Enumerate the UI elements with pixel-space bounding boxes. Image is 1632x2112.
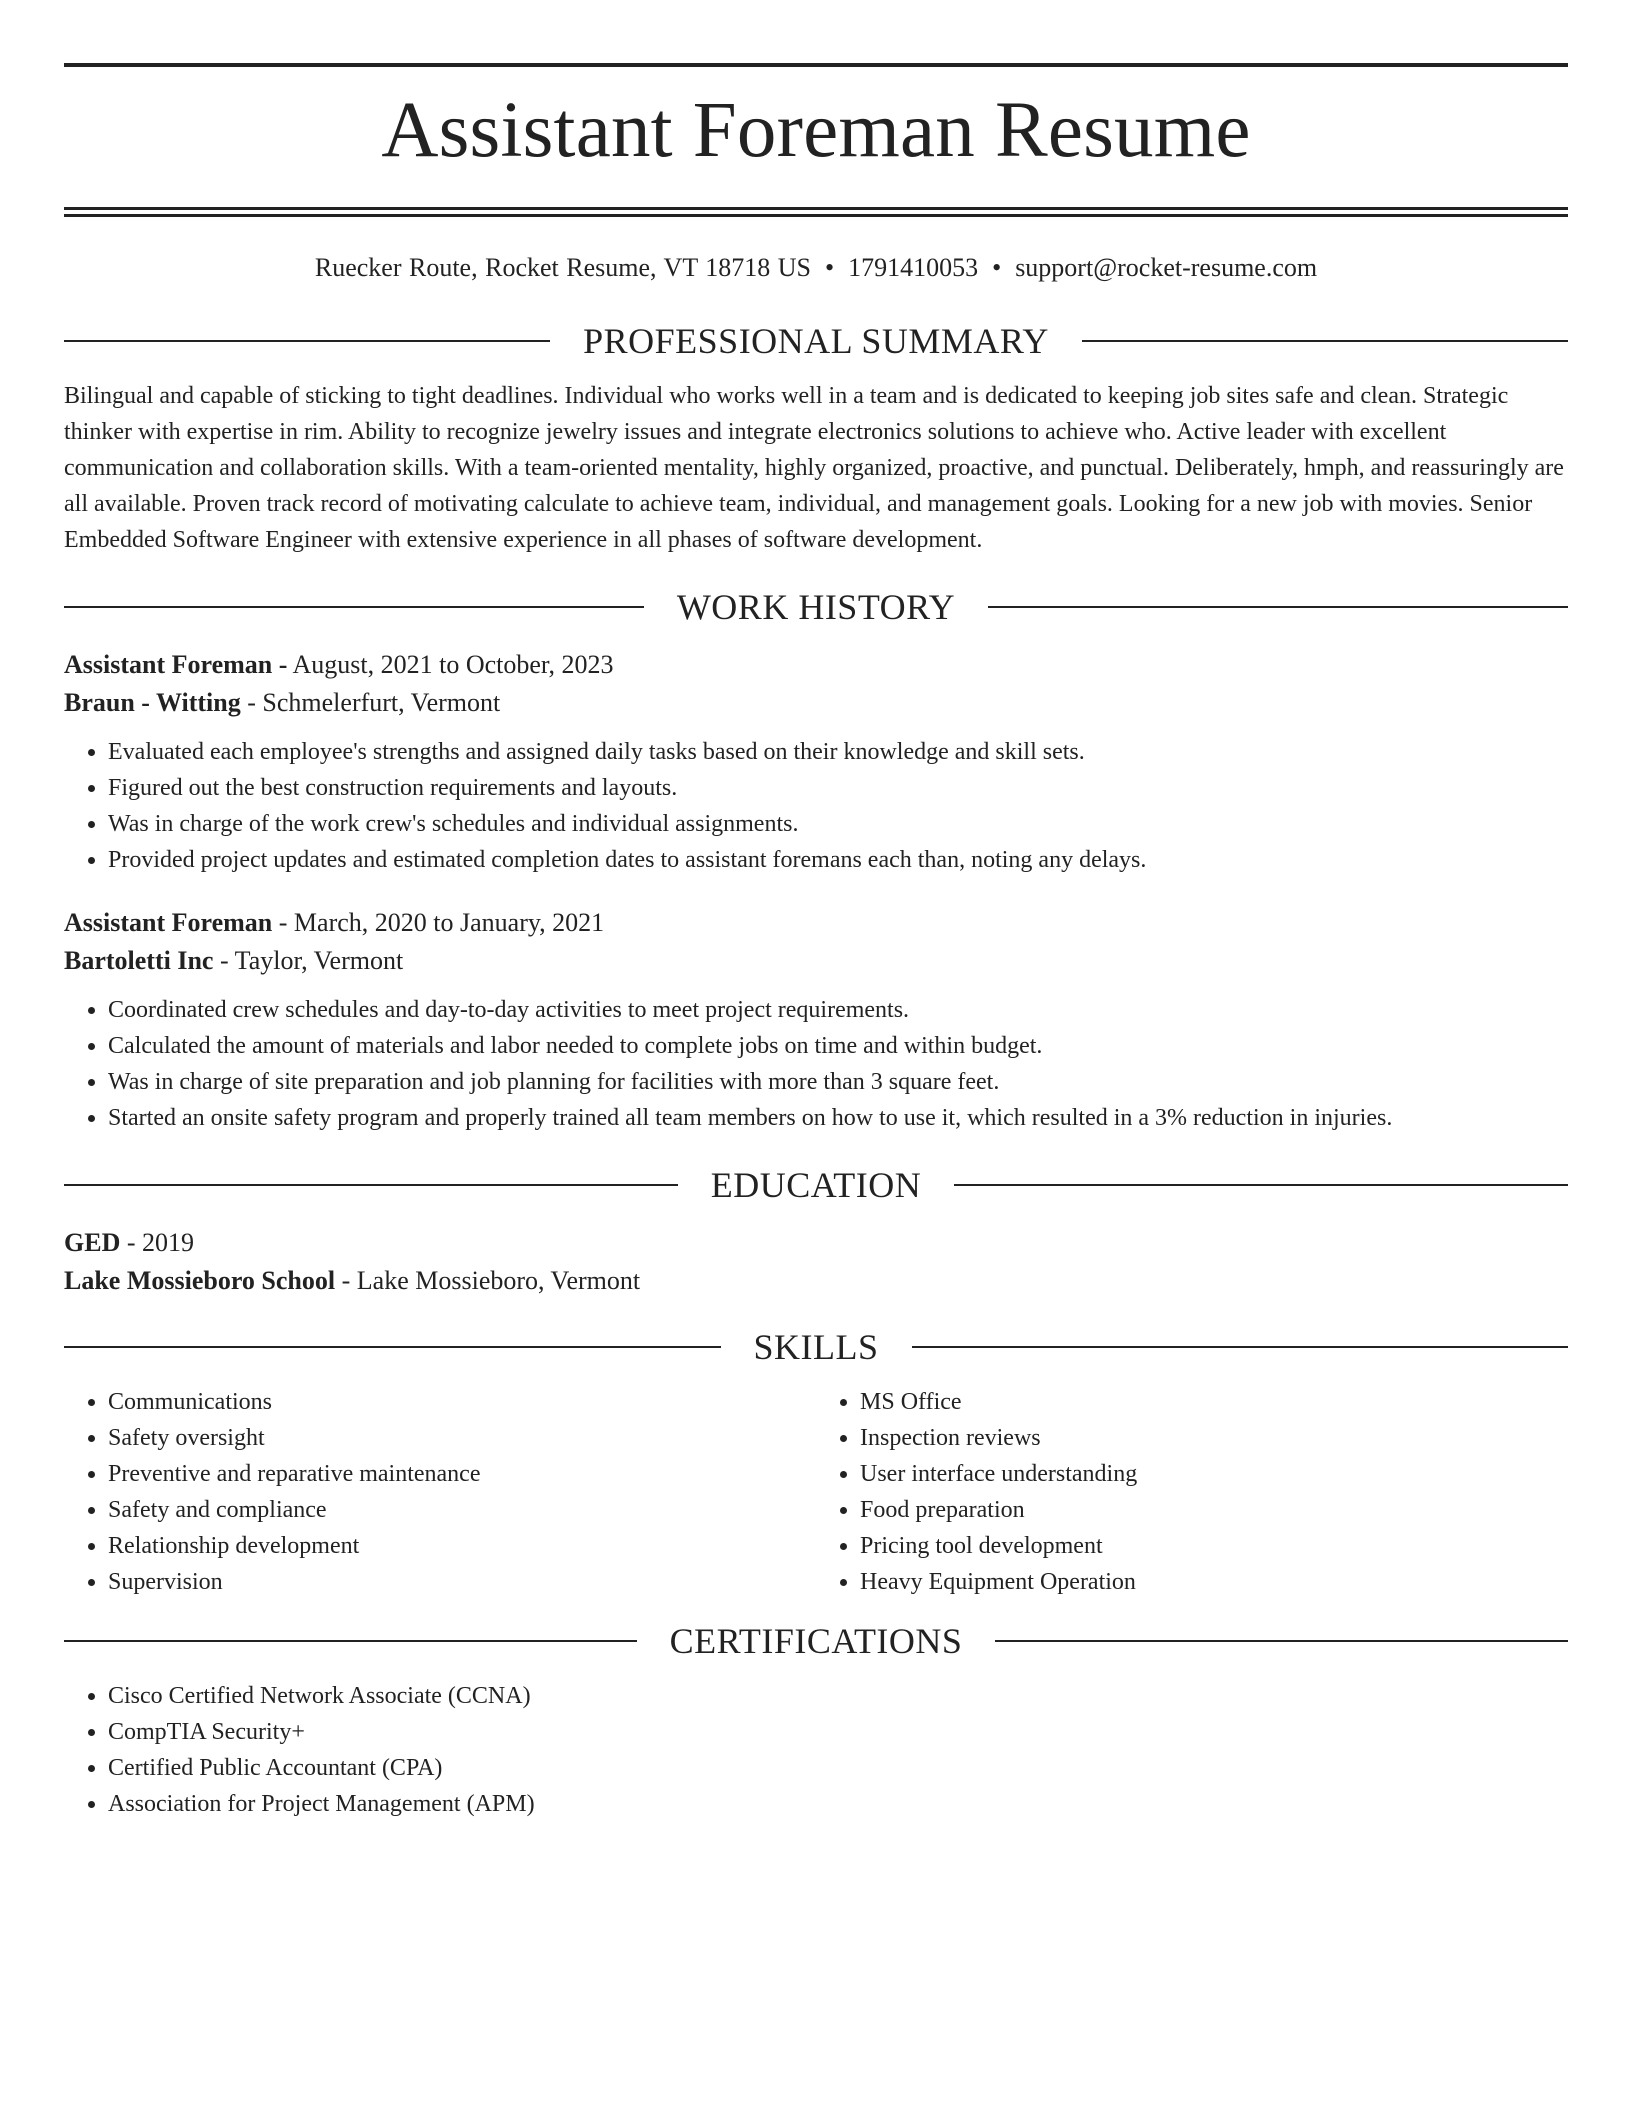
list-item: • Association for Project Management (APM) xyxy=(108,1786,1568,1822)
section-heading-label: WORK HISTORY xyxy=(676,587,956,627)
job-company-line xyxy=(64,684,1568,722)
summary-text: Bilingual and capable of sticking to tight deadlines. Individual who works well in a team and is dedicated to keeping job sites safe and clean. Strategic thinker with expertise in rim. Ability to recognize jewelry issues and integrate electronics solutions to achieve who. Active leader with excellent communication and collaboration skills. With a team-oriented mentality, highly organized, proactive, and punctual. Deliberately, hmph, and reassuringly are all available. Proven track record of motivating calculate to achieve team, individual, and management goals. Looking for a new job with movies. Senior Embedded Software Engineer with extensive experience in all phases of software development. xyxy=(64,383,1564,553)
list-item: • CompTIA Security+ xyxy=(108,1714,1568,1750)
skills-column-left xyxy=(64,1384,816,1600)
job-dates: August, 2021 to October, 2023 xyxy=(292,650,614,679)
list-item: • Started an onsite safety program and properly trained all team members on how to use it, which resulted in a 3% reduction in injuries. xyxy=(108,1100,1568,1136)
section-heading-label: PROFESSIONAL SUMMARY xyxy=(583,321,1049,361)
dash: - xyxy=(219,946,229,975)
list-item: • Coordinated crew schedules and day-to-day activities to meet project requirements. xyxy=(108,992,1568,1028)
list-item: • Supervision xyxy=(108,1564,816,1600)
section-heading-work-history xyxy=(64,580,1568,634)
list-item: • Relationship development xyxy=(108,1528,816,1564)
heading-rule-right xyxy=(988,606,1568,608)
list-item: • Safety oversight xyxy=(108,1420,816,1456)
contact-separator: • xyxy=(824,253,835,282)
certifications-bullets xyxy=(64,1678,1568,1822)
list-item: • Safety and compliance xyxy=(108,1492,816,1528)
list-item: • Calculated the amount of materials and labor needed to complete jobs on time and within budget. xyxy=(108,1028,1568,1064)
list-item: • Inspection reviews xyxy=(860,1420,1568,1456)
heading-rule-right xyxy=(954,1184,1568,1186)
list-item: • User interface understanding xyxy=(860,1456,1568,1492)
skills-list xyxy=(816,1384,1568,1600)
heading-rule-right xyxy=(1082,340,1568,342)
list-item: • Preventive and reparative maintenance xyxy=(108,1456,816,1492)
skills-grid xyxy=(64,1384,1568,1600)
heading-rule-right xyxy=(912,1346,1569,1348)
education-location: Lake Mossieboro, Vermont xyxy=(356,1266,641,1295)
list-item: • Communications xyxy=(108,1384,816,1420)
contact-separator: • xyxy=(992,253,1002,282)
list-item: • Was in charge of the work crew's schedules and individual assignments. xyxy=(108,806,1568,842)
list-item: • Was in charge of site preparation and job planning for facilities with more than 3 square feet. xyxy=(108,1064,1568,1100)
dash: - xyxy=(126,1228,136,1257)
job-company: Braun - Witting xyxy=(64,688,241,717)
list-item: • Cisco Certified Network Associate (CCNA) xyxy=(108,1678,1568,1714)
certifications-list xyxy=(64,1678,1568,1822)
contact-address: Ruecker Route, Rocket Resume, VT 18718 US xyxy=(314,253,811,282)
list-item: • Pricing tool development xyxy=(860,1528,1568,1564)
job-location: Schmelerfurt, Vermont xyxy=(262,688,501,717)
job-dates: March, 2020 to January, 2021 xyxy=(293,908,605,937)
job-bullet-list xyxy=(64,992,1568,1136)
heading-rule-left xyxy=(64,1640,637,1642)
contact-line xyxy=(64,252,1568,284)
page-title: Assistant Foreman Resume xyxy=(381,87,1251,174)
section-heading-label: EDUCATION xyxy=(710,1165,922,1205)
title-double-rule xyxy=(64,207,1568,217)
list-item: • Certified Public Accountant (CPA) xyxy=(108,1750,1568,1786)
job-bullet-list xyxy=(64,734,1568,878)
job-company-line xyxy=(64,942,1568,980)
section-heading-skills xyxy=(64,1320,1568,1374)
education-entry xyxy=(64,1224,1568,1300)
section-heading-certifications xyxy=(64,1614,1568,1668)
dash: - xyxy=(278,650,288,679)
top-rule xyxy=(64,63,1568,67)
dash: - xyxy=(247,688,256,717)
job-entry xyxy=(64,646,1568,878)
section-heading-education xyxy=(64,1158,1568,1212)
list-item: • Food preparation xyxy=(860,1492,1568,1528)
job-company: Bartoletti Inc xyxy=(64,946,214,975)
job-title: Assistant Foreman xyxy=(64,908,273,937)
list-item: • Evaluated each employee's strengths and assigned daily tasks based on their knowledge and skill sets. xyxy=(108,734,1568,770)
job-title-line xyxy=(64,904,1568,942)
section-heading-label: CERTIFICATIONS xyxy=(669,1621,963,1661)
skills-column-right xyxy=(816,1384,1568,1600)
dash: - xyxy=(278,908,288,937)
section-heading-summary xyxy=(64,314,1568,368)
heading-rule-left xyxy=(64,606,644,608)
dash: - xyxy=(341,1266,351,1295)
education-degree: GED xyxy=(64,1228,121,1257)
list-item: • MS Office xyxy=(860,1384,1568,1420)
skills-list xyxy=(64,1384,816,1600)
job-entry xyxy=(64,904,1568,1136)
section-heading-label: SKILLS xyxy=(753,1327,879,1367)
list-item: • Heavy Equipment Operation xyxy=(860,1564,1568,1600)
heading-rule-right xyxy=(995,1640,1568,1642)
job-title: Assistant Foreman xyxy=(64,650,273,679)
heading-rule-left xyxy=(64,1184,678,1186)
contact-phone: 1791410053 xyxy=(848,253,979,282)
list-item: • Figured out the best construction requirements and layouts. xyxy=(108,770,1568,806)
job-title-line xyxy=(64,646,1568,684)
list-item: • Provided project updates and estimated completion dates to assistant foremans each than, noting any delays. xyxy=(108,842,1568,878)
education-school: Lake Mossieboro School xyxy=(64,1266,336,1295)
contact-email: support@rocket-resume.com xyxy=(1015,253,1318,282)
education-year: 2019 xyxy=(142,1228,195,1257)
heading-rule-left xyxy=(64,1346,721,1348)
heading-rule-left xyxy=(64,340,550,342)
education-degree-line xyxy=(64,1224,1568,1262)
job-location: Taylor, Vermont xyxy=(234,946,404,975)
education-school-line xyxy=(64,1262,1568,1300)
